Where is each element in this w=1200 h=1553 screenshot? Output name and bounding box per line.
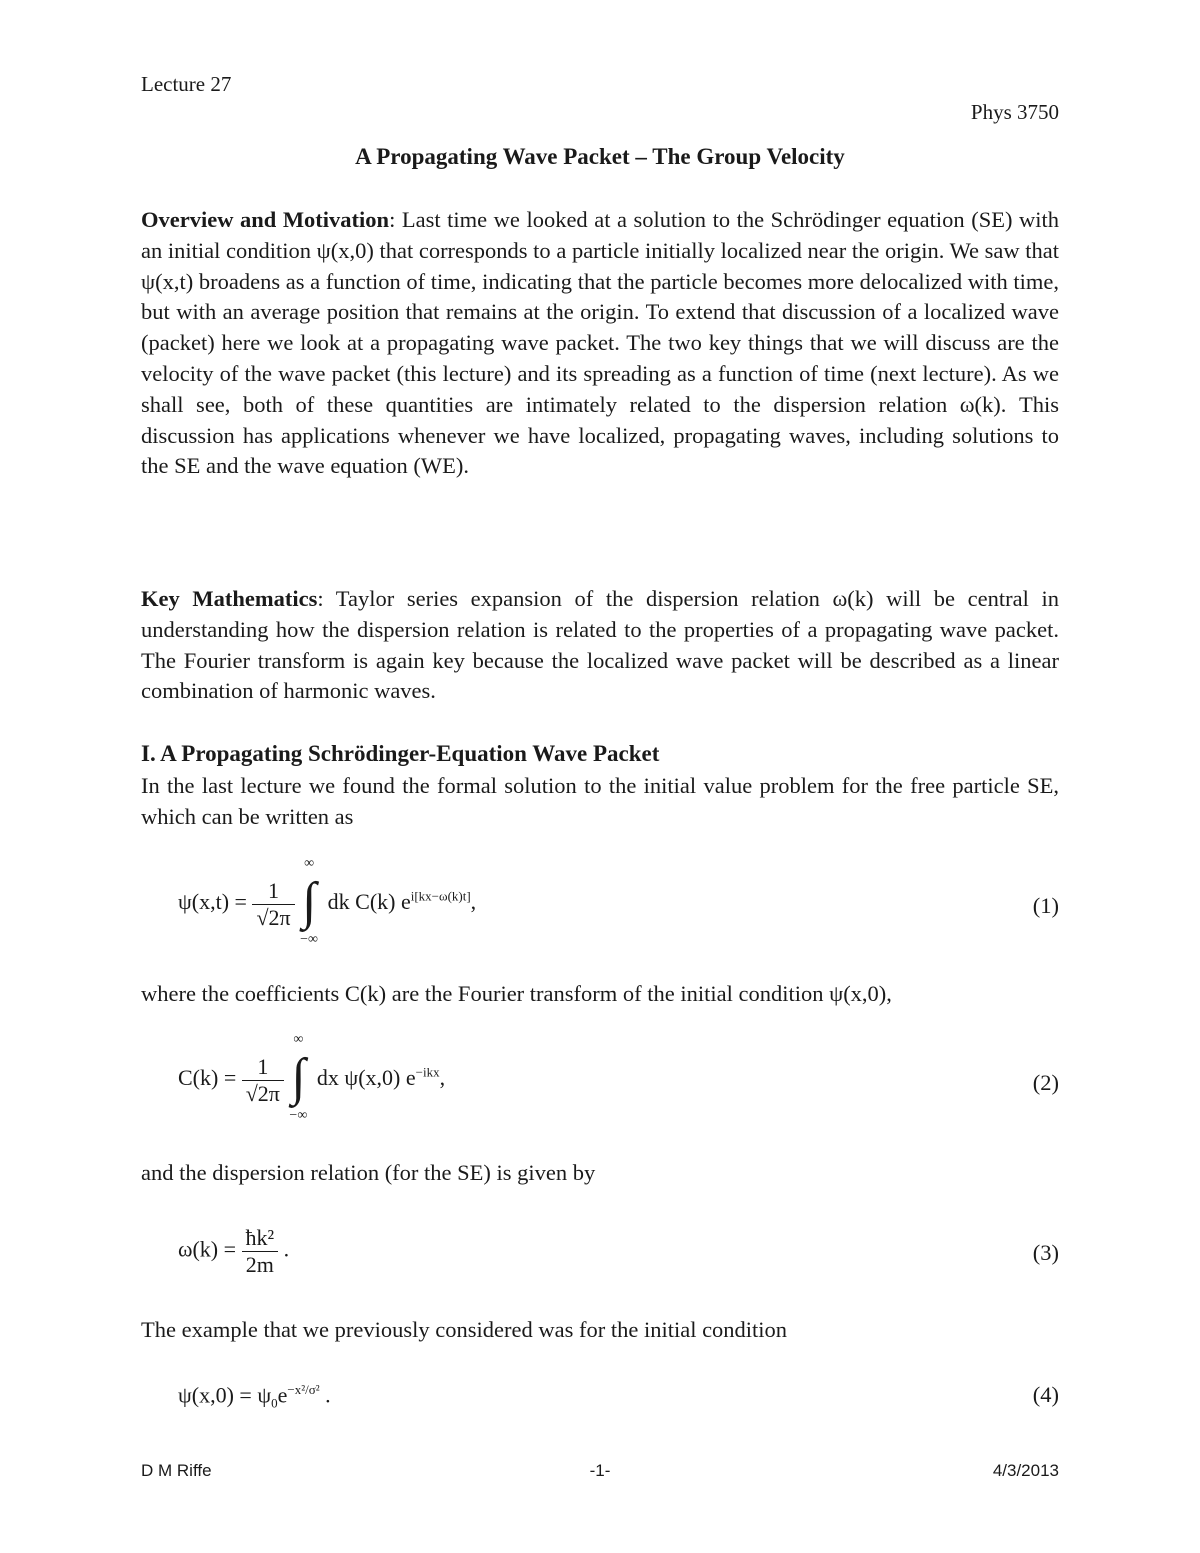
eq4-body: e: [277, 1382, 288, 1408]
key-math-text: : Taylor series expansion of the dispersion relation ω(k) will be central in understanding how the dispersion relation is related to the properties of a propagating wave packet. The Fourier transform is again key because the localized wave packet will be described as a linear combination of harmonic waves.: [141, 586, 1059, 704]
course-label: Phys 3750: [970, 100, 1059, 124]
equation-2: [178, 1032, 446, 1123]
eq1-num: 1: [252, 878, 294, 905]
eq1-body: dk C(k) e: [327, 889, 411, 915]
section-heading: I. A Propagating Schrödinger-Equation Wave Packet: [141, 741, 660, 766]
eq3-lhs: ω(k) =: [178, 1236, 237, 1262]
eq2-den: √2π: [245, 1080, 280, 1106]
eq2-num: 1: [242, 1054, 284, 1081]
eq2-lhs: C(k) =: [178, 1065, 237, 1091]
eq1-lhs: ψ(x,t) =: [178, 889, 247, 915]
footer-page-number: -1-: [589, 1461, 611, 1480]
eq3-num: ħk²: [242, 1225, 279, 1252]
overview-heading: Overview and Motivation: [141, 207, 390, 232]
eq1-number: (1): [1032, 893, 1059, 918]
footer-date: 4/3/2013: [992, 1461, 1059, 1480]
eq1-fraction: [252, 878, 294, 931]
eq4-exp: −x²/σ²: [287, 1382, 320, 1397]
key-math-paragraph: [141, 584, 1059, 707]
overview-paragraph: [141, 205, 1059, 482]
eq1-upper: ∞: [304, 856, 315, 871]
eq3-fraction: [242, 1225, 279, 1278]
section-intro: In the last lecture we found the formal solution to the initial value problem for the free particle SE, which can be written as: [141, 773, 1059, 829]
eq4-lhs: ψ(x,0) = ψ: [178, 1382, 272, 1408]
eq1-exp: i[kx−ω(k)t]: [410, 888, 471, 904]
eq2-exp: −ikx: [415, 1064, 440, 1080]
page-title: A Propagating Wave Packet – The Group Velocity: [355, 144, 845, 169]
equation-4: [178, 1382, 331, 1412]
eq1-integral: [300, 856, 322, 947]
eq2-upper: ∞: [293, 1032, 304, 1047]
integral-sign-icon: ∫: [291, 1049, 306, 1106]
eq4-number: (4): [1032, 1382, 1059, 1407]
eq3-den: 2m: [245, 1252, 274, 1277]
after-eq2-text: and the dispersion relation (for the SE) is given by: [141, 1160, 596, 1185]
eq2-fraction: [242, 1054, 284, 1107]
after-eq3-text: The example that we previously considered was for the initial condition: [141, 1317, 788, 1342]
key-math-heading: Key Mathematics: [141, 586, 318, 611]
eq3-number: (3): [1032, 1240, 1059, 1265]
eq4-sub: 0: [271, 1395, 278, 1411]
eq2-tail: ,: [439, 1065, 446, 1091]
eq2-number: (2): [1032, 1070, 1059, 1095]
integral-sign-icon: ∫: [302, 873, 317, 930]
lecture-label: Lecture 27: [141, 72, 232, 96]
eq1-lower: −∞: [300, 932, 319, 947]
eq1-tail: ,: [470, 889, 477, 915]
eq2-integral: [289, 1032, 311, 1123]
eq1-den: √2π: [256, 904, 291, 930]
equation-1: [178, 856, 477, 947]
equation-3: [178, 1225, 289, 1278]
eq2-lower: −∞: [289, 1108, 308, 1123]
eq2-body: dx ψ(x,0) e: [316, 1065, 416, 1091]
footer-author: D M Riffe: [141, 1461, 212, 1480]
overview-text: : Last time we looked at a solution to the Schrödinger equation (SE) with an initial condition ψ(x,0) that corresponds to a particle initially localized near the origin. We saw that ψ(x,t) broadens as a function of time, indicating that the particle becomes more delocalized with time, but with an average position that remains at the origin. To extend that discussion of a localized wave (packet) here we look at a propagating wave packet. The two key things that we will discuss are the velocity of the wave packet (this lecture) and its spreading as a function of time (next lecture). As we shall see, both of these quantities are intimately related to the dispersion relation ω(k). This discussion has applications whenever we have localized, propagating waves, including solutions to the SE and the wave equation (WE).: [141, 207, 1059, 479]
after-eq1-text: where the coefficients C(k) are the Fourier transform of the initial condition ψ(x,0),: [141, 981, 892, 1006]
eq3-tail: .: [283, 1236, 290, 1262]
eq4-tail: .: [325, 1382, 331, 1408]
